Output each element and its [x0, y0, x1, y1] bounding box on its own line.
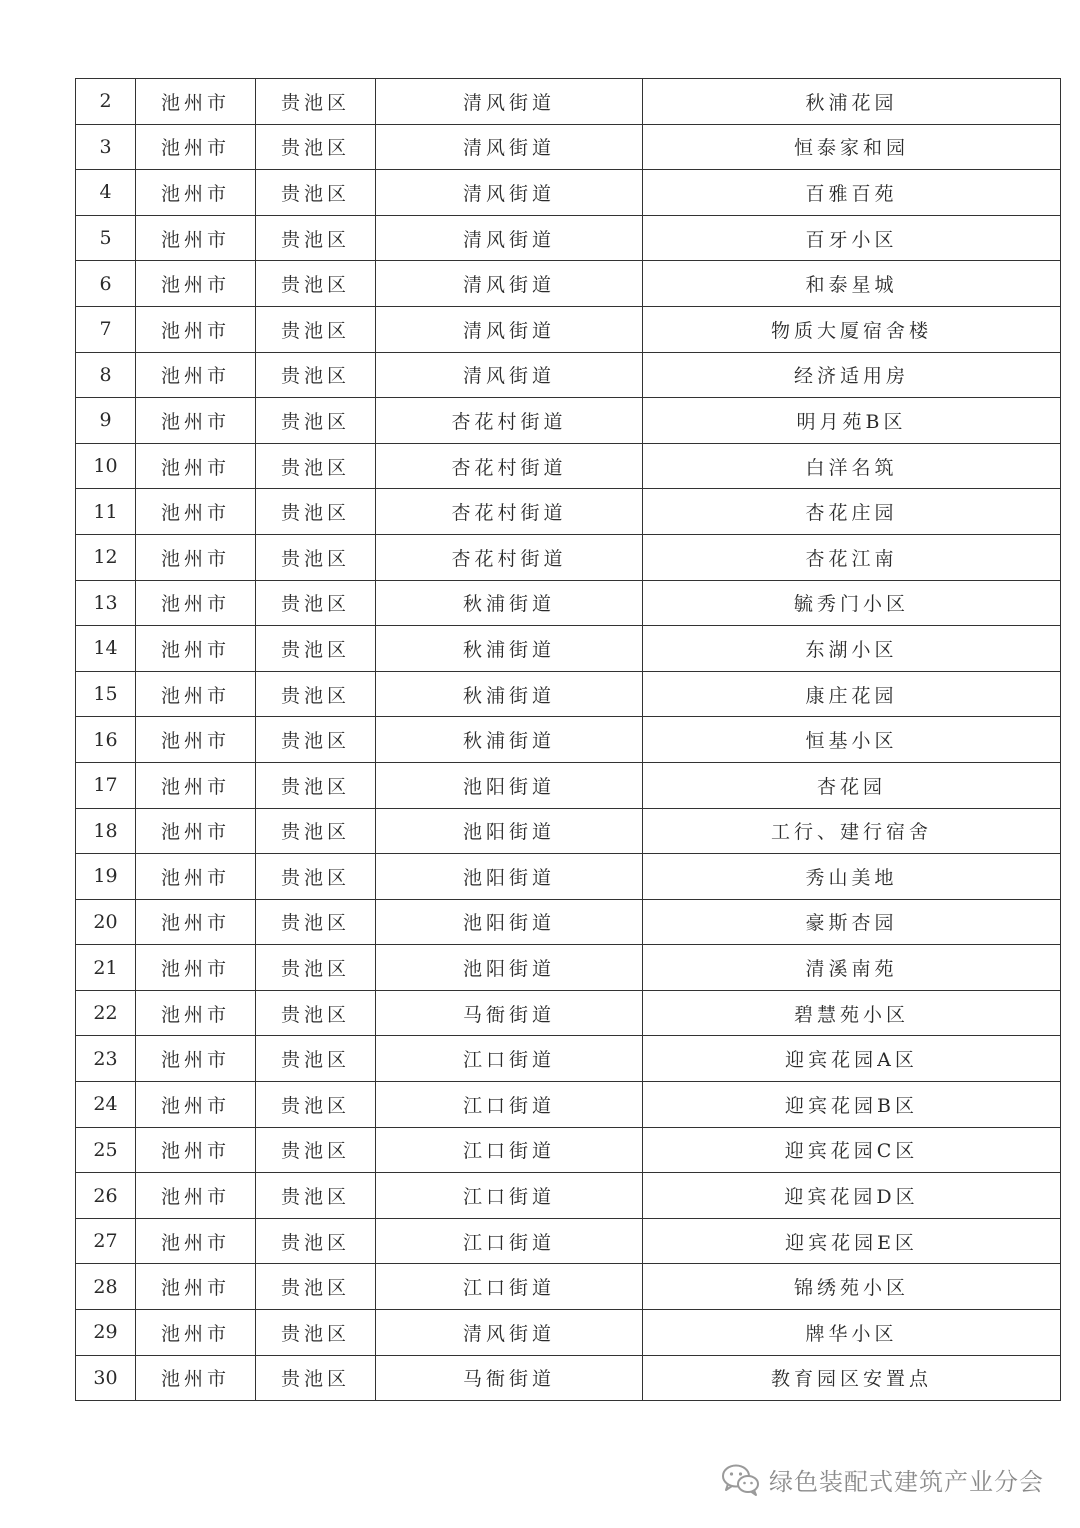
- row-number-cell: 7: [76, 306, 136, 352]
- row-number-cell: 13: [76, 580, 136, 626]
- district-cell: 贵池区: [256, 580, 376, 626]
- community-cell: 杏花庄园: [643, 489, 1061, 535]
- row-number-cell: 23: [76, 1036, 136, 1082]
- city-cell: 池州市: [136, 1264, 256, 1310]
- table-row: [76, 1127, 1061, 1173]
- city-cell: 池州市: [136, 626, 256, 672]
- city-cell: 池州市: [136, 899, 256, 945]
- district-cell: 贵池区: [256, 261, 376, 307]
- street-cell: 清风街道: [376, 306, 643, 352]
- community-cell: 碧慧苑小区: [643, 990, 1061, 1036]
- row-number-cell: 22: [76, 990, 136, 1036]
- city-cell: 池州市: [136, 352, 256, 398]
- table-row: [76, 1082, 1061, 1128]
- district-cell: 贵池区: [256, 854, 376, 900]
- street-cell: 杏花村街道: [376, 443, 643, 489]
- street-cell: 清风街道: [376, 79, 643, 125]
- street-cell: 江口街道: [376, 1082, 643, 1128]
- community-cell: 经济适用房: [643, 352, 1061, 398]
- city-cell: 池州市: [136, 489, 256, 535]
- district-cell: 贵池区: [256, 306, 376, 352]
- city-cell: 池州市: [136, 1173, 256, 1219]
- table-row: [76, 124, 1061, 170]
- district-cell: 贵池区: [256, 1310, 376, 1356]
- table-row: [76, 899, 1061, 945]
- table-row: [76, 1355, 1061, 1401]
- street-cell: 马衙街道: [376, 990, 643, 1036]
- community-table: [75, 78, 1061, 1401]
- row-number-cell: 2: [76, 79, 136, 125]
- street-cell: 池阳街道: [376, 945, 643, 991]
- community-cell: 迎宾花园B区: [643, 1082, 1061, 1128]
- district-cell: 贵池区: [256, 1355, 376, 1401]
- street-cell: 秋浦街道: [376, 717, 643, 763]
- district-cell: 贵池区: [256, 170, 376, 216]
- street-cell: 池阳街道: [376, 762, 643, 808]
- row-number-cell: 5: [76, 215, 136, 261]
- community-cell: 康庄花园: [643, 671, 1061, 717]
- table-row: [76, 443, 1061, 489]
- city-cell: 池州市: [136, 808, 256, 854]
- district-cell: 贵池区: [256, 534, 376, 580]
- community-cell: 迎宾花园A区: [643, 1036, 1061, 1082]
- district-cell: 贵池区: [256, 215, 376, 261]
- street-cell: 池阳街道: [376, 808, 643, 854]
- street-cell: 杏花村街道: [376, 534, 643, 580]
- city-cell: 池州市: [136, 398, 256, 444]
- row-number-cell: 10: [76, 443, 136, 489]
- community-cell: 毓秀门小区: [643, 580, 1061, 626]
- row-number-cell: 6: [76, 261, 136, 307]
- row-number-cell: 12: [76, 534, 136, 580]
- row-number-cell: 28: [76, 1264, 136, 1310]
- table-row: [76, 580, 1061, 626]
- street-cell: 秋浦街道: [376, 671, 643, 717]
- street-cell: 秋浦街道: [376, 580, 643, 626]
- city-cell: 池州市: [136, 215, 256, 261]
- community-cell: 明月苑B区: [643, 398, 1061, 444]
- row-number-cell: 25: [76, 1127, 136, 1173]
- district-cell: 贵池区: [256, 945, 376, 991]
- row-number-cell: 18: [76, 808, 136, 854]
- district-cell: 贵池区: [256, 1036, 376, 1082]
- street-cell: 江口街道: [376, 1036, 643, 1082]
- city-cell: 池州市: [136, 717, 256, 763]
- street-cell: 江口街道: [376, 1264, 643, 1310]
- row-number-cell: 4: [76, 170, 136, 216]
- table-row: [76, 170, 1061, 216]
- table-row: [76, 489, 1061, 535]
- table-row: [76, 534, 1061, 580]
- community-cell: 秀山美地: [643, 854, 1061, 900]
- street-cell: 杏花村街道: [376, 398, 643, 444]
- table-row: [76, 306, 1061, 352]
- street-cell: 池阳街道: [376, 899, 643, 945]
- district-cell: 贵池区: [256, 671, 376, 717]
- community-cell: 恒泰家和园: [643, 124, 1061, 170]
- table-row: [76, 261, 1061, 307]
- wechat-icon: [721, 1463, 761, 1497]
- row-number-cell: 16: [76, 717, 136, 763]
- community-cell: 物质大厦宿舍楼: [643, 306, 1061, 352]
- table-row: [76, 808, 1061, 854]
- row-number-cell: 15: [76, 671, 136, 717]
- row-number-cell: 19: [76, 854, 136, 900]
- city-cell: 池州市: [136, 671, 256, 717]
- community-cell: 清溪南苑: [643, 945, 1061, 991]
- street-cell: 江口街道: [376, 1127, 643, 1173]
- community-cell: 恒基小区: [643, 717, 1061, 763]
- table-row: [76, 990, 1061, 1036]
- community-cell: 东湖小区: [643, 626, 1061, 672]
- watermark: [721, 1462, 1044, 1497]
- row-number-cell: 14: [76, 626, 136, 672]
- district-cell: 贵池区: [256, 990, 376, 1036]
- row-number-cell: 17: [76, 762, 136, 808]
- community-cell: 迎宾花园C区: [643, 1127, 1061, 1173]
- city-cell: 池州市: [136, 990, 256, 1036]
- row-number-cell: 11: [76, 489, 136, 535]
- community-cell: 锦绣苑小区: [643, 1264, 1061, 1310]
- table-row: [76, 626, 1061, 672]
- city-cell: 池州市: [136, 261, 256, 307]
- community-cell: 迎宾花园D区: [643, 1173, 1061, 1219]
- district-cell: 贵池区: [256, 626, 376, 672]
- city-cell: 池州市: [136, 1218, 256, 1264]
- street-cell: 清风街道: [376, 170, 643, 216]
- table-row: [76, 1310, 1061, 1356]
- district-cell: 贵池区: [256, 808, 376, 854]
- city-cell: 池州市: [136, 124, 256, 170]
- district-cell: 贵池区: [256, 489, 376, 535]
- community-cell: 工行、建行宿舍: [643, 808, 1061, 854]
- street-cell: 清风街道: [376, 215, 643, 261]
- community-cell: 教育园区安置点: [643, 1355, 1061, 1401]
- street-cell: 清风街道: [376, 352, 643, 398]
- district-cell: 贵池区: [256, 1127, 376, 1173]
- table-row: [76, 717, 1061, 763]
- row-number-cell: 24: [76, 1082, 136, 1128]
- watermark-text: 绿色装配式建筑产业分会: [769, 1468, 1044, 1496]
- city-cell: 池州市: [136, 762, 256, 808]
- table-row: [76, 1218, 1061, 1264]
- community-cell: 百牙小区: [643, 215, 1061, 261]
- district-cell: 贵池区: [256, 717, 376, 763]
- city-cell: 池州市: [136, 79, 256, 125]
- district-cell: 贵池区: [256, 443, 376, 489]
- community-cell: 豪斯杏园: [643, 899, 1061, 945]
- table-row: [76, 945, 1061, 991]
- district-cell: 贵池区: [256, 1264, 376, 1310]
- district-cell: 贵池区: [256, 1218, 376, 1264]
- table-row: [76, 854, 1061, 900]
- table-row: [76, 1036, 1061, 1082]
- district-cell: 贵池区: [256, 762, 376, 808]
- city-cell: 池州市: [136, 945, 256, 991]
- city-cell: 池州市: [136, 306, 256, 352]
- district-cell: 贵池区: [256, 79, 376, 125]
- community-cell: 秋浦花园: [643, 79, 1061, 125]
- row-number-cell: 9: [76, 398, 136, 444]
- street-cell: 秋浦街道: [376, 626, 643, 672]
- community-cell: 杏花江南: [643, 534, 1061, 580]
- community-cell: 百雅百苑: [643, 170, 1061, 216]
- table-row: [76, 215, 1061, 261]
- street-cell: 清风街道: [376, 1310, 643, 1356]
- row-number-cell: 27: [76, 1218, 136, 1264]
- district-cell: 贵池区: [256, 124, 376, 170]
- district-cell: 贵池区: [256, 352, 376, 398]
- table-body: [76, 79, 1061, 1401]
- city-cell: 池州市: [136, 170, 256, 216]
- table-row: [76, 398, 1061, 444]
- city-cell: 池州市: [136, 854, 256, 900]
- row-number-cell: 3: [76, 124, 136, 170]
- table-row: [76, 762, 1061, 808]
- city-cell: 池州市: [136, 443, 256, 489]
- table-row: [76, 671, 1061, 717]
- city-cell: 池州市: [136, 1127, 256, 1173]
- row-number-cell: 20: [76, 899, 136, 945]
- row-number-cell: 29: [76, 1310, 136, 1356]
- row-number-cell: 30: [76, 1355, 136, 1401]
- table-row: [76, 1173, 1061, 1219]
- community-cell: 白洋名筑: [643, 443, 1061, 489]
- street-cell: 清风街道: [376, 124, 643, 170]
- street-cell: 池阳街道: [376, 854, 643, 900]
- district-cell: 贵池区: [256, 1173, 376, 1219]
- community-cell: 迎宾花园E区: [643, 1218, 1061, 1264]
- community-cell: 和泰星城: [643, 261, 1061, 307]
- district-cell: 贵池区: [256, 899, 376, 945]
- city-cell: 池州市: [136, 1082, 256, 1128]
- street-cell: 杏花村街道: [376, 489, 643, 535]
- city-cell: 池州市: [136, 1355, 256, 1401]
- table-row: [76, 79, 1061, 125]
- district-cell: 贵池区: [256, 1082, 376, 1128]
- row-number-cell: 21: [76, 945, 136, 991]
- community-cell: 牌华小区: [643, 1310, 1061, 1356]
- city-cell: 池州市: [136, 534, 256, 580]
- street-cell: 马衙街道: [376, 1355, 643, 1401]
- table-row: [76, 1264, 1061, 1310]
- street-cell: 江口街道: [376, 1218, 643, 1264]
- row-number-cell: 8: [76, 352, 136, 398]
- city-cell: 池州市: [136, 1310, 256, 1356]
- city-cell: 池州市: [136, 1036, 256, 1082]
- street-cell: 清风街道: [376, 261, 643, 307]
- city-cell: 池州市: [136, 580, 256, 626]
- community-cell: 杏花园: [643, 762, 1061, 808]
- table-row: [76, 352, 1061, 398]
- row-number-cell: 26: [76, 1173, 136, 1219]
- street-cell: 江口街道: [376, 1173, 643, 1219]
- district-cell: 贵池区: [256, 398, 376, 444]
